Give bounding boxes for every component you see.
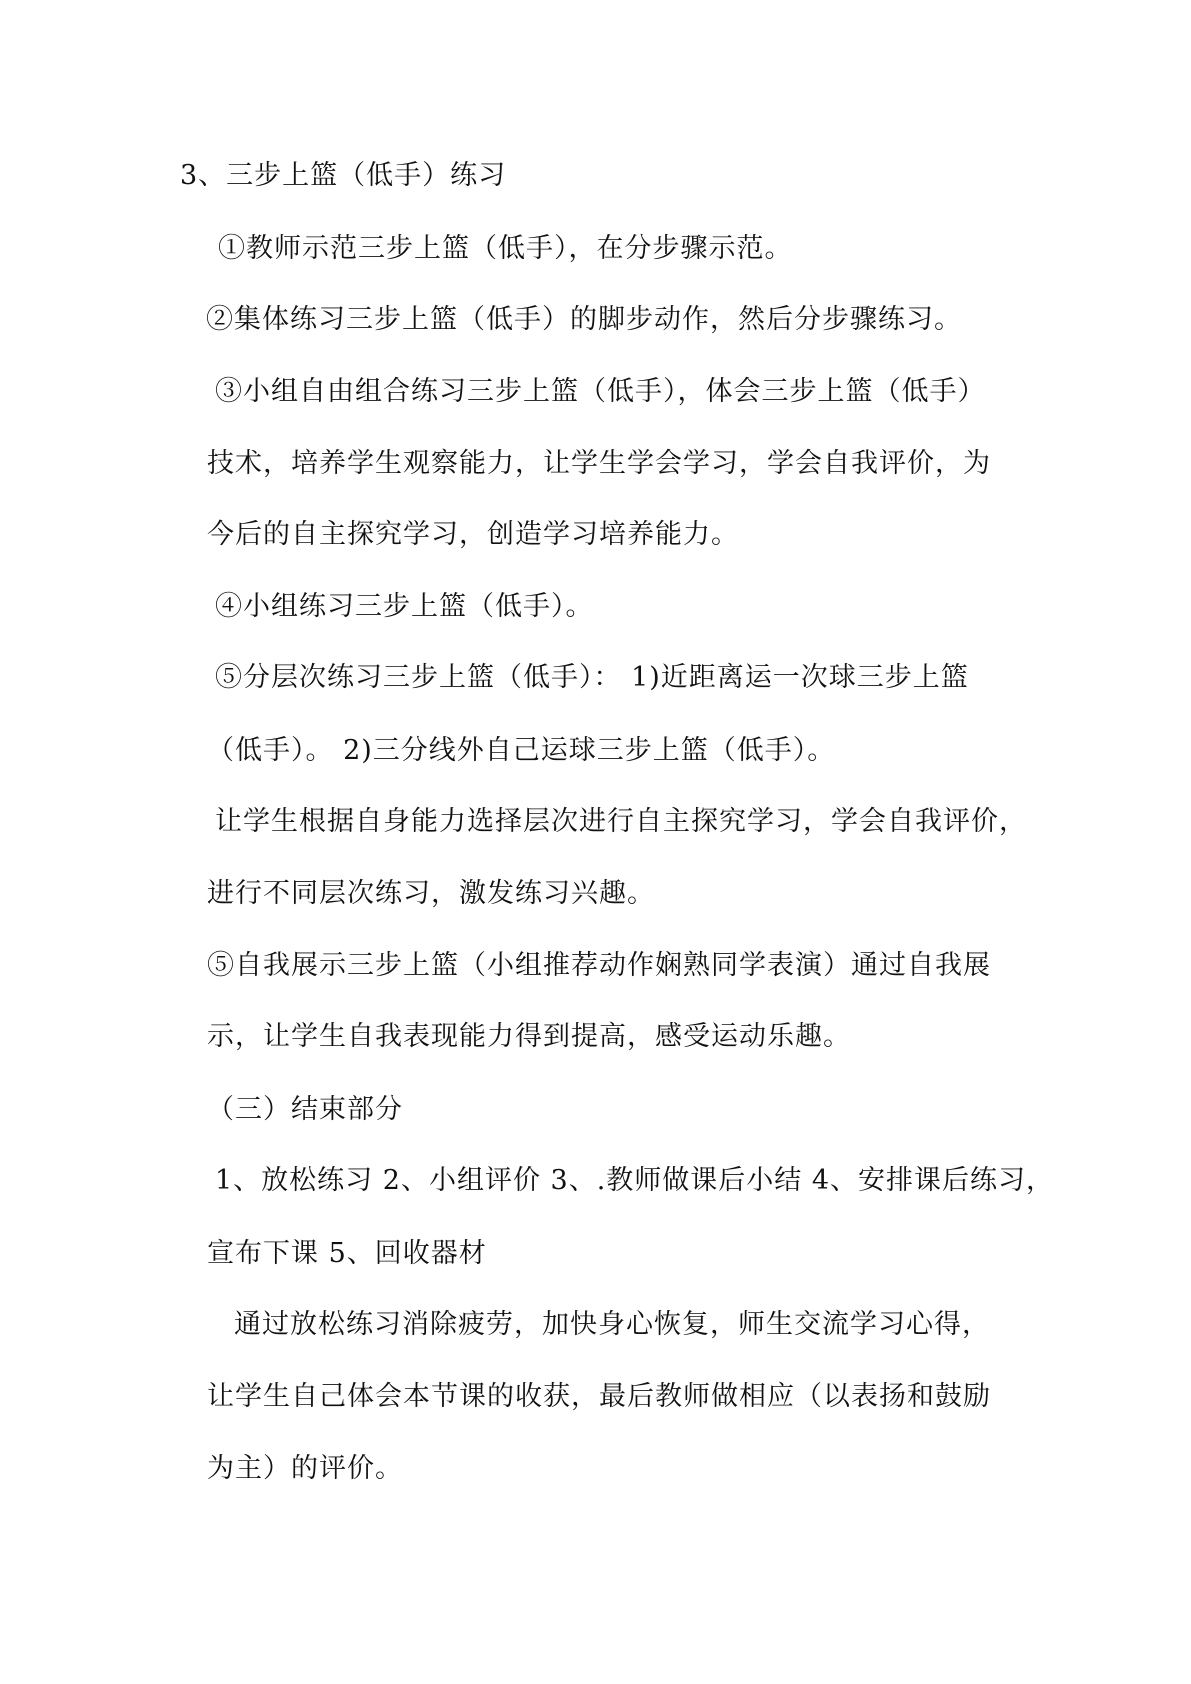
self-showcase-line-1: ⑤自我展示三步上篮（小组推荐动作娴熟同学表演）通过自我展 [207,950,991,981]
step-3-free-practice-line-3: 今后的自主探究学习，创造学习培养能力。 [207,519,739,550]
section-heading-layup-practice: 3、三步上篮（低手）练习 [180,160,507,191]
step-1-teacher-demo: ①教师示范三步上篮（低手），在分步骤示范。 [218,233,793,264]
step-5-tiered-practice-line-2: （低手）。 2)三分线外自己运球三步上篮（低手）。 [207,735,836,766]
step-5-tiered-practice-line-1: ⑤分层次练习三步上篮（低手）： 1)近距离运一次球三步上篮 [215,662,969,693]
step-3-free-practice-line-2: 技术，培养学生观察能力，让学生学会学习，学会自我评价，为 [207,448,991,479]
section-heading-closing: （三）结束部分 [207,1094,403,1125]
closing-steps-line-2: 宣布下课 5、回收器材 [207,1238,487,1269]
step-4-group-practice: ④小组练习三步上篮（低手）。 [215,591,594,622]
closing-rationale-line-3: 为主）的评价。 [207,1453,403,1484]
closing-steps-line-1: 1、放松练习 2、小组评价 3、.教师做课后小结 4、安排课后练习， [215,1165,1055,1196]
step-2-group-footwork: ②集体练习三步上篮（低手）的脚步动作，然后分步骤练习。 [206,304,962,335]
tiered-rationale-line-1: 让学生根据自身能力选择层次进行自主探究学习，学会自我评价， [215,806,1027,837]
tiered-rationale-line-2: 进行不同层次练习，激发练习兴趣。 [207,878,655,909]
closing-rationale-line-2: 让学生自己体会本节课的收获，最后教师做相应（以表扬和鼓励 [207,1381,991,1412]
closing-rationale-line-1: 通过放松练习消除疲劳，加快身心恢复，师生交流学习心得， [234,1309,990,1340]
self-showcase-line-2: 示，让学生自我表现能力得到提高，感受运动乐趣。 [207,1021,851,1052]
step-3-free-practice-line-1: ③小组自由组合练习三步上篮（低手），体会三步上篮（低手） [215,376,986,407]
